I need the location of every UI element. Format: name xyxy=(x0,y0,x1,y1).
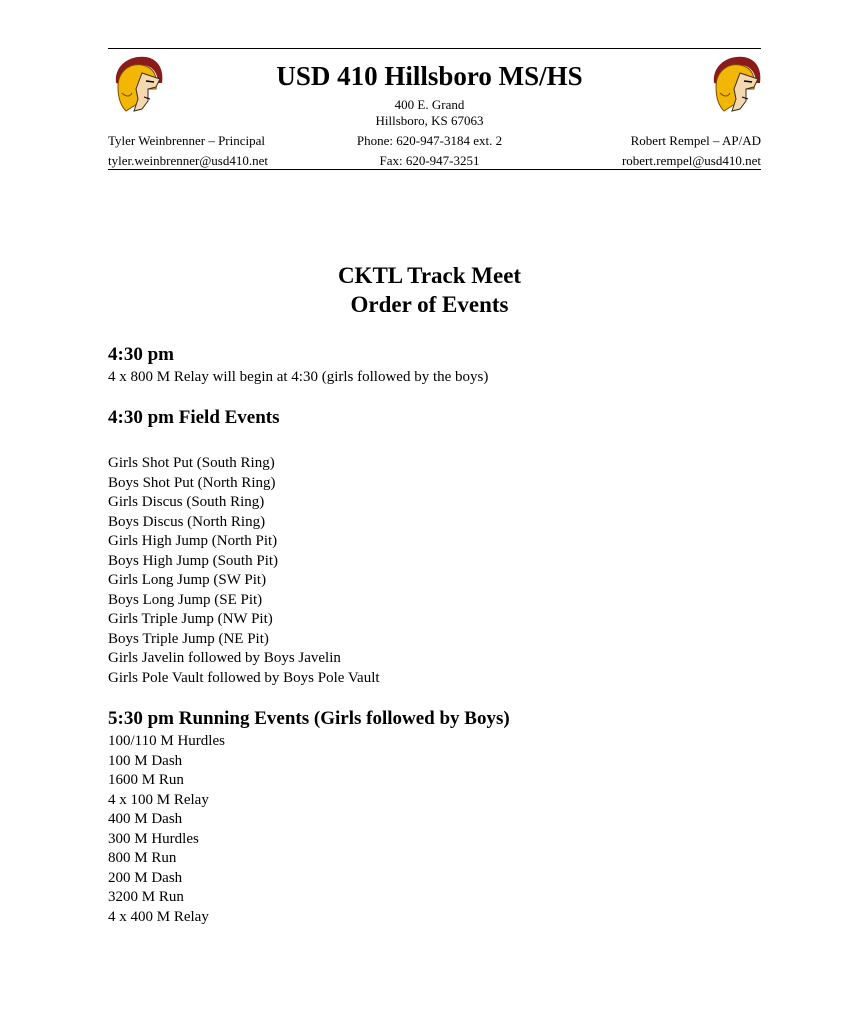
document-title xyxy=(0,261,859,319)
field-event-item: Girls Triple Jump (NW Pit) xyxy=(108,611,273,627)
running-events-heading: 5:30 pm Running Events (Girls followed by Boys) xyxy=(108,708,510,729)
running-event-item: 4 x 400 M Relay xyxy=(108,908,209,925)
field-events-heading: 4:30 pm Field Events xyxy=(108,407,280,428)
field-event-item: Boys Long Jump (SE Pit) xyxy=(108,591,263,608)
title-line-1: CKTL Track Meet xyxy=(337,263,522,288)
running-event-item: 300 M Hurdles xyxy=(108,830,199,847)
running-event-item: 400 M Dash xyxy=(108,811,183,827)
field-event-item: Girls Shot Put (South Ring) xyxy=(108,455,275,471)
ap-name: Robert Rempel – AP/AD xyxy=(630,133,761,148)
field-event-item: Boys Discus (North Ring) xyxy=(108,513,266,530)
relay-heading: 4:30 pm xyxy=(108,344,174,365)
ap-email[interactable]: robert.rempel@usd410.net xyxy=(621,153,761,168)
running-events-list xyxy=(108,732,225,927)
fax-number: Fax: 620-947-3251 xyxy=(379,153,480,168)
school-name: USD 410 Hillsboro MS/HS xyxy=(276,61,583,91)
running-event-item: 100 M Dash xyxy=(108,752,183,769)
running-event-item: 1600 M Run xyxy=(108,772,184,788)
header-top-rule xyxy=(108,48,761,49)
field-event-item: Girls High Jump (North Pit) xyxy=(108,533,278,549)
title-line-2: Order of Events xyxy=(350,292,509,317)
field-events-list xyxy=(108,454,380,688)
relay-text: 4 x 800 M Relay will begin at 4:30 (girls followed by the boys) xyxy=(108,369,489,385)
address-city: Hillsboro, KS 67063 xyxy=(375,113,484,128)
field-event-item: Girls Pole Vault followed by Boys Pole Vault xyxy=(108,669,380,686)
field-event-item: Boys Triple Jump (NE Pit) xyxy=(108,630,269,647)
field-event-item: Boys High Jump (South Pit) xyxy=(108,552,279,569)
running-event-item: 800 M Run xyxy=(108,850,177,866)
running-event-item: 100/110 M Hurdles xyxy=(108,733,225,749)
principal-email[interactable]: tyler.weinbrenner@usd410.net xyxy=(108,153,268,168)
header-bottom-rule xyxy=(108,169,761,170)
running-event-item: 4 x 100 M Relay xyxy=(108,791,209,808)
field-event-item: Girls Long Jump (SW Pit) xyxy=(108,572,267,588)
field-event-item: Boys Shot Put (North Ring) xyxy=(108,474,276,491)
principal-name: Tyler Weinbrenner – Principal xyxy=(108,133,266,148)
running-event-item: 200 M Dash xyxy=(108,869,183,886)
field-event-item: Girls Discus (South Ring) xyxy=(108,494,265,510)
phone-number: Phone: 620-947-3184 ext. 2 xyxy=(356,133,503,148)
running-event-item: 3200 M Run xyxy=(108,889,184,905)
field-event-item: Girls Javelin followed by Boys Javelin xyxy=(108,650,341,666)
address-street: 400 E. Grand xyxy=(394,97,465,112)
